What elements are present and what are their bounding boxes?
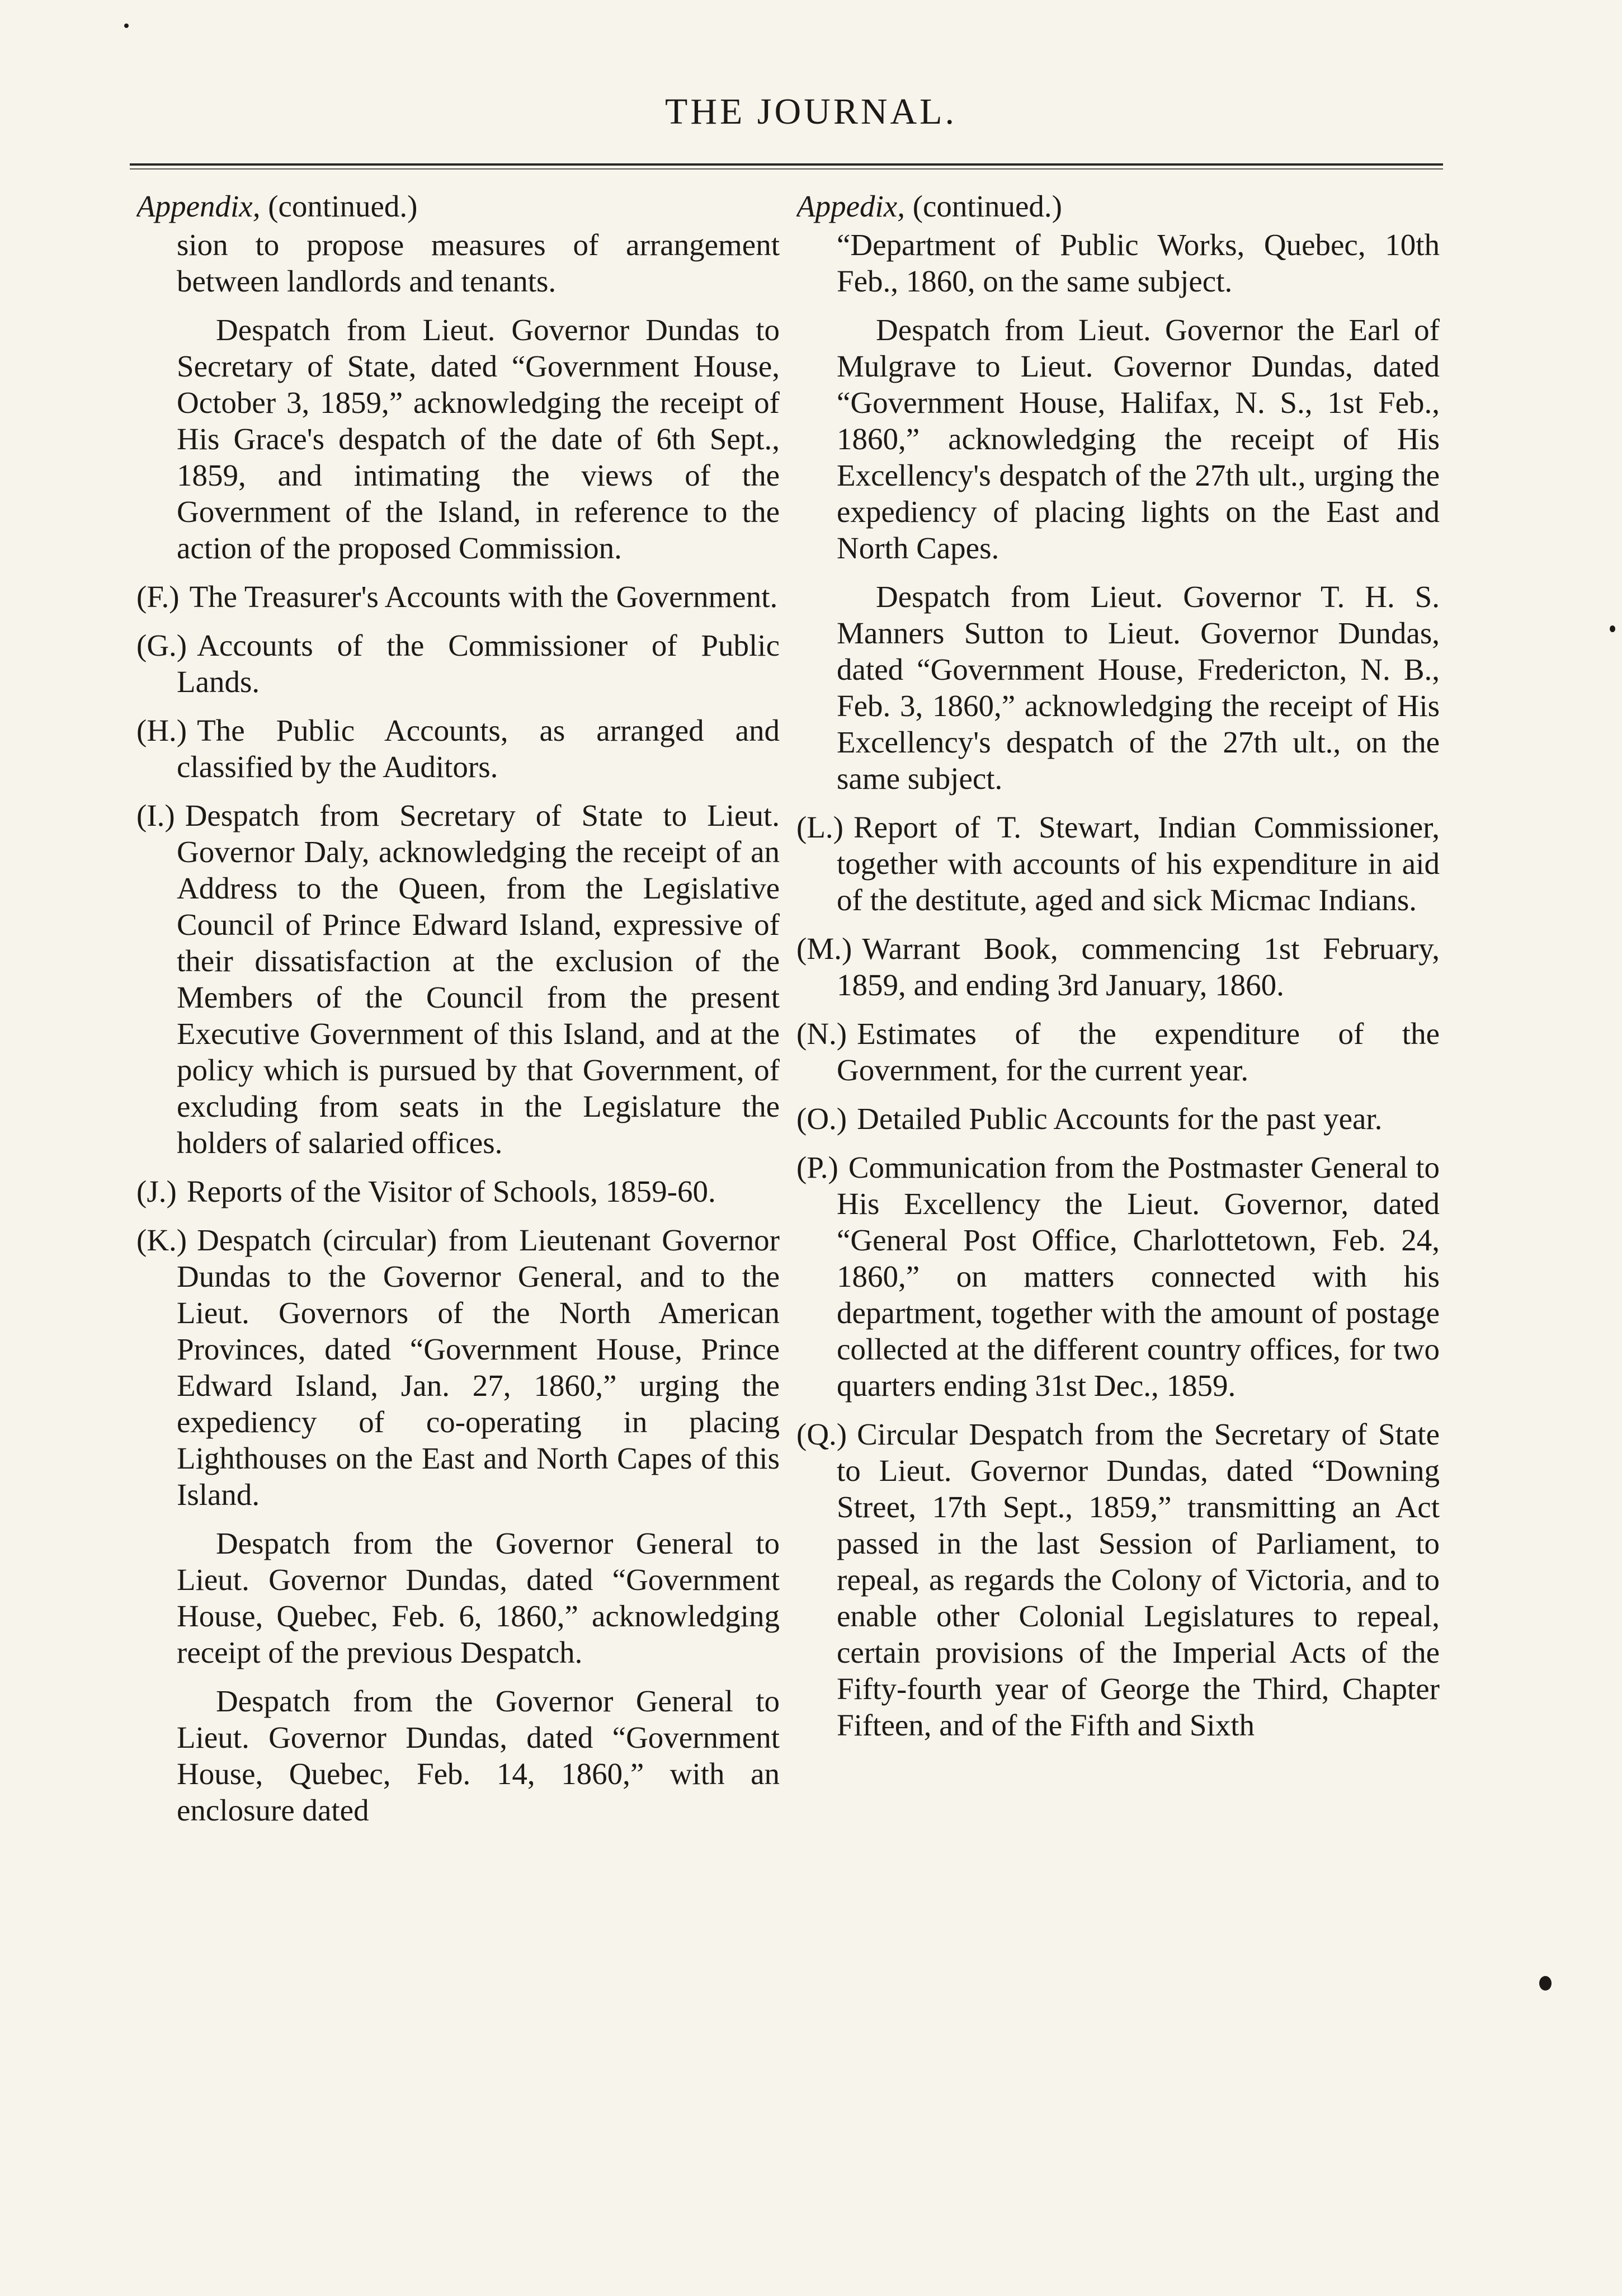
item-label: (O.) <box>796 1102 847 1136</box>
item-label: (G.) <box>136 628 187 662</box>
item-label: (I.) <box>136 798 175 832</box>
header-rule <box>130 163 1443 166</box>
item-label: (L.) <box>796 810 843 844</box>
left-column <box>136 188 780 2213</box>
item-label: (K.) <box>136 1223 187 1257</box>
appendix-label: Appendix, <box>136 189 261 223</box>
appendix-item-k <box>136 1222 780 1513</box>
appendix-item-p <box>796 1149 1440 1404</box>
appendix-item-g <box>136 627 780 700</box>
item-text: Reports of the Visitor of Schools, 1859-60. <box>186 1174 716 1208</box>
item-label: (J.) <box>136 1174 177 1208</box>
item-text: Estimates of the expenditure of the Government, for the current year. <box>837 1017 1440 1087</box>
header-rule-thin <box>130 168 1443 170</box>
continued-label: (continued.) <box>268 189 418 223</box>
appendix-item-o <box>796 1100 1440 1137</box>
page-title: THE JOURNAL. <box>665 91 957 132</box>
appendix-item-q <box>796 1416 1440 1743</box>
ink-speck <box>124 23 129 28</box>
item-text: Accounts of the Commissioner of Public Lands. <box>177 628 780 699</box>
item-text: Warrant Book, commencing 1st February, 1859, and ending 3rd January, 1860. <box>837 931 1440 1002</box>
item-label: (P.) <box>796 1150 838 1184</box>
item-text: Despatch from Secretary of State to Lieut. Governor Daly, acknowledging the receipt of an Address to the Queen, from the Legislative Council of Prince Edward Island, expressive of their dissatisfaction at the exclusion of the Members of the Council from the present Executive Government of this Island, and at the policy which is pursued by that Government, of excluding from seats in the Legislature the holders of salaried offices. <box>177 798 780 1160</box>
continued-label: (continued.) <box>912 189 1062 223</box>
item-text: The Public Accounts, as arranged and classified by the Auditors. <box>177 713 780 784</box>
item-label: (M.) <box>796 931 852 966</box>
despatch-paragraph: Despatch from Lieut. Governor the Earl of Mulgrave to Lieut. Governor Dundas, dated “Government House, Halifax, N. S., 1st Feb., 1860,” acknowledging the receipt of His Excellency's despatch of the 27th ult., urging the expediency of placing lights on the East and North Capes. <box>837 313 1440 565</box>
item-text: Detailed Public Accounts for the past year. <box>857 1102 1383 1136</box>
item-label: (N.) <box>796 1017 847 1051</box>
right-column-heading <box>796 188 1440 224</box>
appendix-item-i <box>136 797 780 1161</box>
left-column-heading <box>136 188 780 224</box>
continued-paragraph: “Department of Public Works, Quebec, 10th Feb., 1860, on the same subject. <box>837 228 1440 298</box>
appendix-item-n <box>796 1015 1440 1088</box>
item-text: Despatch (circular) from Lieutenant Governor Dundas to the Governor General, and to the Lieut. Governors of the North American Provinces, dated “Government House, Prince Edward Island, Jan. 27, 1860,” urging the expediency of co-operating in placing Lighthouses on the East and North Capes of this Island. <box>177 1223 780 1512</box>
item-label: (F.) <box>136 580 180 614</box>
right-column <box>796 188 1440 2213</box>
item-text: The Treasurer's Accounts with the Government. <box>189 580 778 614</box>
appendix-item-f <box>136 578 780 615</box>
item-text: Communication from the Postmaster General to His Excellency the Lieut. Governor, dated “General Post Office, Charlottetown, Feb. 24, 1860,” on matters connected with his department, together with the amount of postage collected at the different country offices, for two quarters ending 31st Dec., 1859. <box>837 1150 1440 1403</box>
despatch-paragraph: Despatch from the Governor General to Lieut. Governor Dundas, dated “Government House, Quebec, Feb. 14, 1860,” with an enclosure dated <box>177 1684 780 1827</box>
item-label: (Q.) <box>796 1417 847 1451</box>
item-text: Circular Despatch from the Secretary of State to Lieut. Governor Dundas, dated “Downing Street, 17th Sept., 1859,” transmitting an Act passed in the last Session of Parliament, to repeal, as regards the Colony of Victoria, and to enable other Colonial Legislatures to repeal, certain provisions of the Imperial Acts of the Fifty-fourth year of George the Third, Chapter Fifteen, and of the Fifth and Sixth <box>837 1417 1440 1742</box>
despatch-paragraph: Despatch from Lieut. Governor T. H. S. Manners Sutton to Lieut. Governor Dundas, dated “Government House, Fredericton, N. B., Feb. 3, 1860,” acknowledging the receipt of His Excellency's despatch of the 27th ult., on the same subject. <box>837 580 1440 796</box>
appendix-item-j <box>136 1173 780 1210</box>
appendix-label: Appedix, <box>796 189 905 223</box>
item-label: (H.) <box>136 713 187 747</box>
appendix-item-m <box>796 930 1440 1003</box>
item-text: Report of T. Stewart, Indian Commissioner, together with accounts of his expenditure in aid of the destitute, aged and sick Micmac Indians. <box>837 810 1440 917</box>
continued-paragraph: sion to propose measures of arrangement between landlords and tenants. <box>177 228 780 298</box>
appendix-item-h <box>136 712 780 785</box>
ink-speck <box>1539 1976 1552 1991</box>
despatch-paragraph: Despatch from the Governor General to Lieut. Governor Dundas, dated “Government House, Quebec, Feb. 6, 1860,” acknowledging receipt of the previous Despatch. <box>177 1526 780 1669</box>
despatch-paragraph: Despatch from Lieut. Governor Dundas to Secretary of State, dated “Government House, October 3, 1859,” acknowledging the receipt of His Grace's despatch of the date of 6th Sept., 1859, and intimating the views of the Government of the Island, in reference to the action of the proposed Commission. <box>177 313 780 565</box>
appendix-item-l <box>796 809 1440 918</box>
ink-speck <box>1610 625 1615 632</box>
